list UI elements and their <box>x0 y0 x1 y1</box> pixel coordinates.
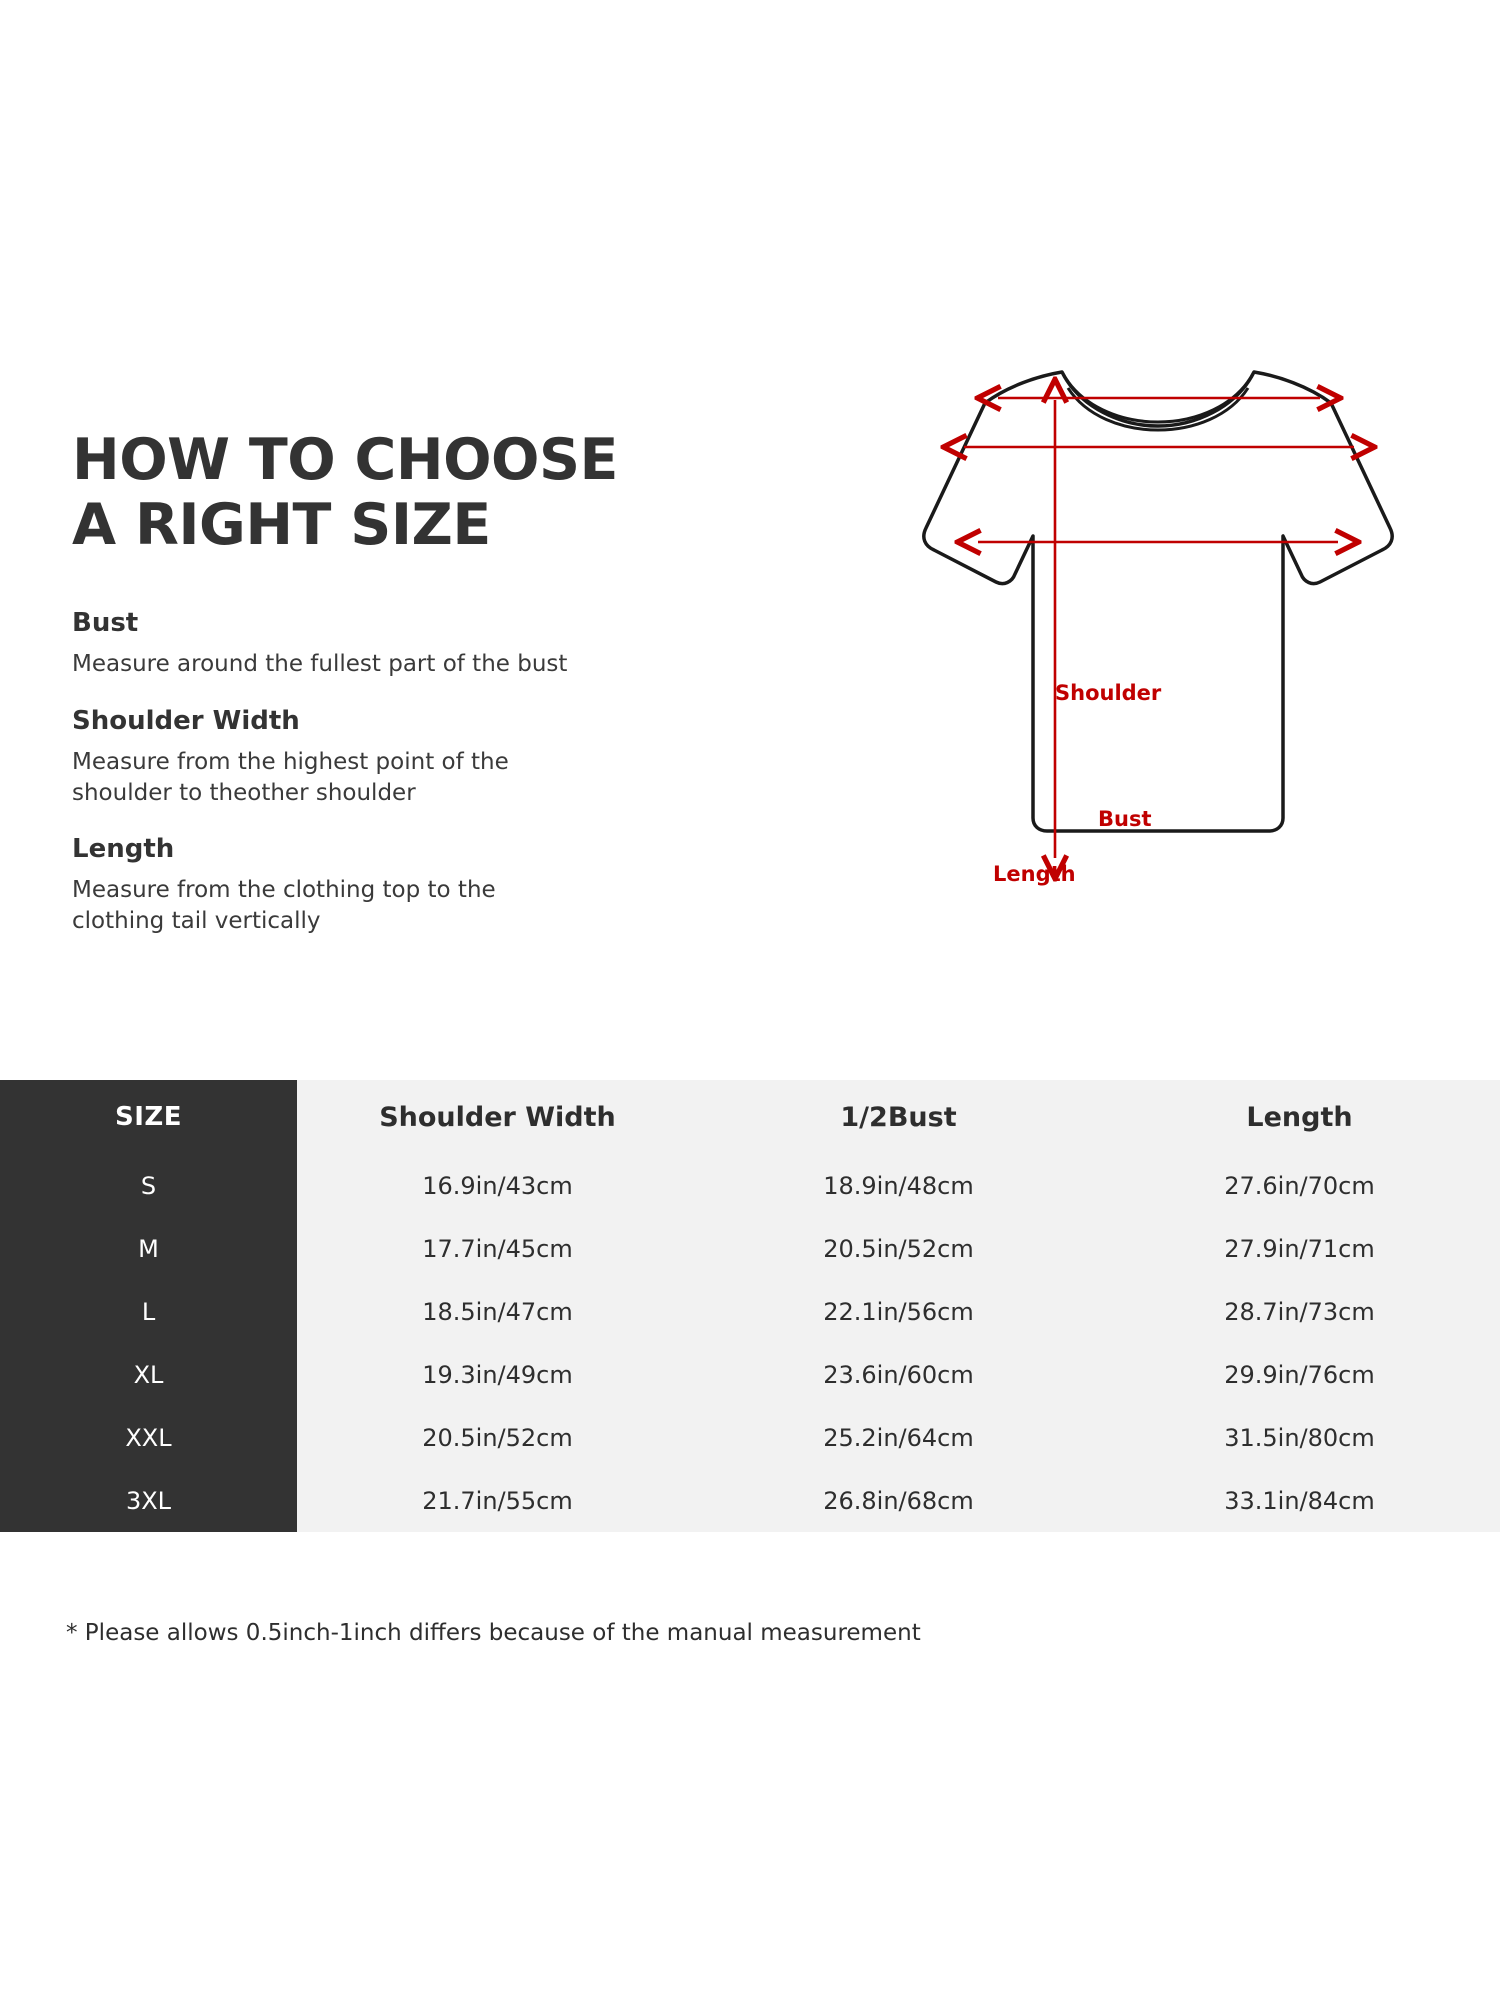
table-header-row <box>0 1080 1500 1154</box>
definition-description: Measure from the highest point of the shoulder to theother shoulder <box>72 748 509 806</box>
top-section <box>0 330 1500 1070</box>
table-row <box>0 1343 1500 1406</box>
cell-half-bust: 25.2in/64cm <box>698 1406 1099 1469</box>
page-title-line-2: A RIGHT SIZE <box>72 491 491 558</box>
cell-half-bust: 23.6in/60cm <box>698 1343 1099 1406</box>
definition-length <box>72 834 712 936</box>
cell-length: 31.5in/80cm <box>1099 1406 1500 1469</box>
cell-half-bust: 22.1in/56cm <box>698 1280 1099 1343</box>
cell-shoulder-width: 21.7in/55cm <box>297 1469 698 1532</box>
cell-size: M <box>0 1217 297 1280</box>
cell-shoulder-width: 16.9in/43cm <box>297 1154 698 1217</box>
definition-shoulder-width <box>72 706 712 808</box>
column-header-size: SIZE <box>0 1080 297 1154</box>
cell-half-bust: 26.8in/68cm <box>698 1469 1099 1532</box>
cell-shoulder-width: 19.3in/49cm <box>297 1343 698 1406</box>
bust-dimension-label: Bust <box>1098 807 1152 831</box>
cell-size: XL <box>0 1343 297 1406</box>
definition-term: Shoulder Width <box>72 705 300 736</box>
table-row <box>0 1280 1500 1343</box>
tshirt-diagram <box>750 350 1410 1030</box>
size-table <box>0 1080 1500 1532</box>
cell-length: 28.7in/73cm <box>1099 1280 1500 1343</box>
definition-term: Length <box>72 834 175 865</box>
cell-shoulder-width: 20.5in/52cm <box>297 1406 698 1469</box>
table-row <box>0 1217 1500 1280</box>
cell-size: XXL <box>0 1406 297 1469</box>
shoulder-dimension-label: Shoulder <box>1055 681 1162 705</box>
cell-size: 3XL <box>0 1469 297 1532</box>
measurement-footnote: * Please allows 0.5inch-1inch differs because of the manual measurement <box>66 1620 921 1646</box>
column-header-length: Length <box>1099 1080 1500 1154</box>
cell-shoulder-width: 18.5in/47cm <box>297 1280 698 1343</box>
measurement-definitions <box>72 608 712 962</box>
cell-size: S <box>0 1154 297 1217</box>
column-header-half-bust: 1/2Bust <box>698 1080 1099 1154</box>
column-header-shoulder-width: Shoulder Width <box>297 1080 698 1154</box>
cell-length: 33.1in/84cm <box>1099 1469 1500 1532</box>
cell-size: L <box>0 1280 297 1343</box>
table-row <box>0 1154 1500 1217</box>
cell-length: 27.6in/70cm <box>1099 1154 1500 1217</box>
definition-term: Bust <box>72 608 139 638</box>
definition-bust <box>72 608 712 680</box>
table-row <box>0 1469 1500 1532</box>
tshirt-outline <box>924 372 1392 831</box>
page-title <box>72 428 732 557</box>
cell-shoulder-width: 17.7in/45cm <box>297 1217 698 1280</box>
cell-length: 29.9in/76cm <box>1099 1343 1500 1406</box>
length-dimension-label: Length <box>993 862 1076 886</box>
cell-half-bust: 20.5in/52cm <box>698 1217 1099 1280</box>
cell-length: 27.9in/71cm <box>1099 1217 1500 1280</box>
cell-half-bust: 18.9in/48cm <box>698 1154 1099 1217</box>
page-title-line-1: HOW TO CHOOSE <box>72 427 618 494</box>
definition-description: Measure from the clothing top to the clothing tail vertically <box>72 877 496 934</box>
size-table-container <box>0 1080 1500 1540</box>
table-row <box>0 1406 1500 1469</box>
definition-description: Measure around the fullest part of the bust <box>72 651 568 678</box>
